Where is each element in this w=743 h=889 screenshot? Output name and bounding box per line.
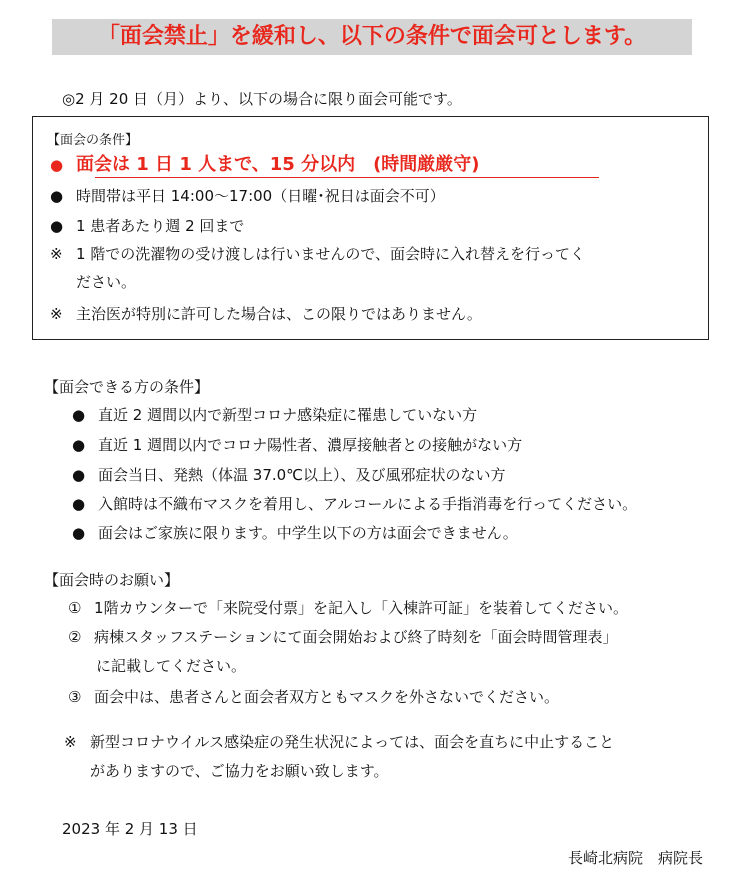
visitor-condition-item-4	[72, 494, 637, 514]
notice-text: 新型コロナウイルス感染症の発生状況によっては、面会を直ちに中止すること	[90, 733, 615, 751]
visit-conditions-heading: 【面会の条件】	[47, 133, 139, 148]
visitor-condition-text: 直近 1 週間以内でコロナ陽性者、濃厚接触者との接触がない方	[98, 436, 523, 454]
issue-date: 2023 年 2 月 13 日	[62, 820, 198, 838]
visit-condition-item-4	[50, 244, 585, 264]
visitor-conditions-heading: 【面会できる方の条件】	[44, 378, 210, 396]
visit-condition-text: 主治医が特別に許可した場合は、この限りではありません。	[76, 305, 482, 323]
requests-heading: 【面会時のお願い】	[44, 571, 180, 589]
request-item-1	[68, 598, 628, 618]
signer: 長崎北病院 病院長	[567, 849, 703, 867]
bullet-mark: ●	[50, 156, 64, 174]
visit-condition-text: 1 患者あたり週 2 回まで	[76, 217, 245, 235]
note-mark: ※	[64, 733, 77, 751]
request-text: 面会中は、患者さんと面会者双方ともマスクを外さないでください。	[94, 688, 560, 706]
bullet-mark: ●	[50, 187, 64, 205]
bullet-mark: ●	[72, 406, 86, 424]
bullet-mark: ●	[72, 495, 86, 513]
visitor-condition-item-1	[72, 405, 477, 425]
bullet-mark: ●	[72, 436, 86, 454]
note-mark: ※	[50, 245, 63, 263]
visitor-condition-text: 直近 2 週間以内で新型コロナ感染症に罹患していない方	[98, 406, 478, 424]
visitor-condition-item-2	[72, 435, 522, 455]
request-item-3	[68, 687, 559, 707]
intro-text: ◎2 月 20 日（月）より、以下の場合に限り面会可能です。	[62, 90, 462, 108]
request-item-2-cont: に記載してください。	[96, 657, 247, 675]
highlight-underline	[95, 177, 599, 178]
request-item-2	[68, 627, 618, 647]
notice-item	[64, 732, 614, 752]
visitor-condition-text: 入館時は不織布マスクを着用し、アルコールによる手指消毒を行ってください。	[98, 495, 638, 513]
note-mark: ※	[50, 305, 63, 323]
number-mark: ②	[68, 628, 82, 646]
visit-condition-text-highlight: 面会は 1 日 1 人まで、15 分以内 (時間厳厳守)	[76, 154, 480, 175]
visit-condition-item-2	[50, 186, 445, 206]
visit-condition-item-1	[50, 155, 480, 175]
request-text: 病棟スタッフステーションにて面会開始および終了時刻を「面会時間管理表」	[94, 628, 618, 646]
visitor-condition-text: 面会当日、発熱（体温 37.0℃以上）、及び風邪症状のない方	[98, 466, 506, 484]
visit-condition-item-5	[50, 304, 482, 324]
visit-condition-item-4-cont: ださい。	[76, 273, 137, 291]
visit-conditions-box	[32, 116, 709, 340]
number-mark: ①	[68, 599, 82, 617]
visitor-condition-item-5	[72, 523, 518, 543]
number-mark: ③	[68, 688, 82, 706]
page-title: 「面会禁止」を緩和し、以下の条件で面会可とします。	[52, 19, 692, 55]
visit-condition-text: 時間帯は平日 14:00〜17:00（日曜･祝日は面会不可）	[76, 187, 445, 205]
bullet-mark: ●	[72, 466, 86, 484]
visitor-condition-text: 面会はご家族に限ります。中学生以下の方は面会できません。	[98, 524, 518, 542]
bullet-mark: ●	[50, 217, 64, 235]
notice-item-cont: がありますので、ご協力をお願い致します。	[90, 762, 389, 780]
request-text: 1階カウンターで「来院受付票」を記入し「入棟許可証」を装着してください。	[94, 599, 628, 617]
visitor-condition-item-3	[72, 465, 506, 485]
visit-condition-text: 1 階での洗濯物の受け渡しは行いませんので、面会時に入れ替えを行ってく	[76, 245, 586, 263]
visit-condition-item-3	[50, 216, 244, 236]
bullet-mark: ●	[72, 524, 86, 542]
